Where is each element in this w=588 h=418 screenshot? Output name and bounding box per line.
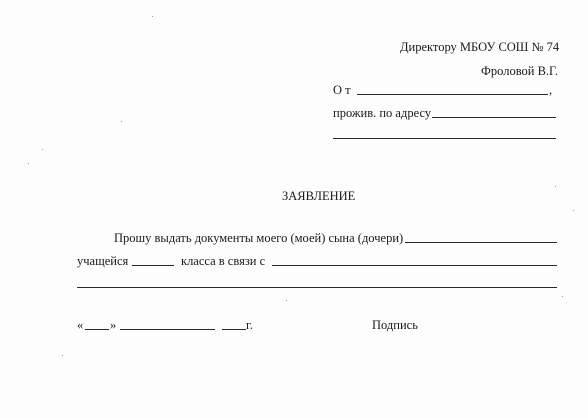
year-suffix: г. (246, 318, 253, 332)
from-label: О т (333, 83, 351, 97)
class-number-blank[interactable] (132, 265, 174, 266)
scan-speck (562, 296, 563, 297)
scan-speck (573, 210, 574, 211)
recipient-line-1: Директору МБОУ СОШ № 74 (400, 40, 560, 54)
scan-speck (555, 186, 556, 187)
class-reason-label: класса в связи с (181, 254, 266, 268)
date-close-quote: » (110, 318, 117, 332)
date-month-blank[interactable] (120, 329, 215, 330)
address-blank-2[interactable] (333, 138, 556, 139)
address-label: прожив. по адресу (333, 106, 432, 120)
scan-speck (121, 121, 122, 122)
student-label: учащейся (77, 254, 129, 268)
document-title: ЗАЯВЛЕНИЕ (282, 189, 356, 203)
scan-speck (28, 163, 29, 164)
scan-speck (286, 300, 287, 301)
reason-blank-1[interactable] (272, 265, 557, 266)
scan-speck (62, 355, 63, 356)
from-trailing-comma: , (549, 83, 553, 97)
address-blank-1[interactable] (432, 117, 556, 118)
from-name-blank[interactable] (357, 94, 548, 95)
date-day-blank[interactable] (85, 329, 109, 330)
reason-blank-2[interactable] (77, 287, 557, 288)
recipient-line-2: Фроловой В.Г. (481, 64, 558, 78)
signature-label: Подпись (372, 318, 418, 332)
date-open-quote: « (77, 318, 84, 332)
request-text: Прошу выдать документы моего (моей) сына (дочери) (114, 231, 404, 245)
scan-speck (152, 16, 153, 17)
scan-speck (42, 149, 43, 150)
child-name-blank[interactable] (405, 242, 557, 243)
date-year-blank[interactable] (222, 329, 246, 330)
